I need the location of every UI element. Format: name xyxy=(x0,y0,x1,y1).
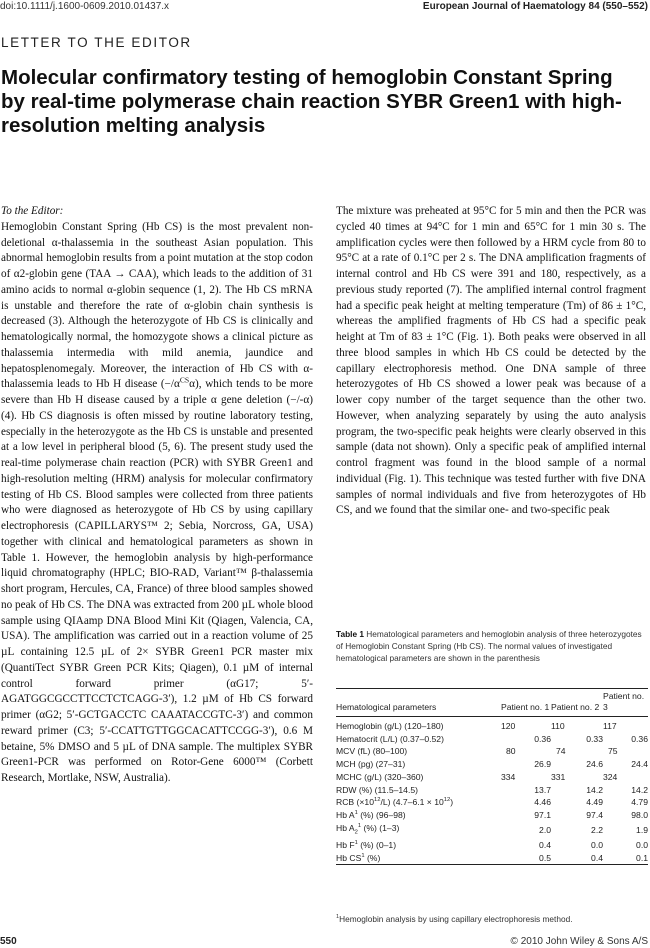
article-title: Molecular confirmatory testing of hemoglobin Constant Spring by real-time polymerase chain reaction SYBR Green1 with high-resolution melting analysis xyxy=(1,66,622,137)
value-cell: 117 xyxy=(603,721,617,731)
value-cell: 80 xyxy=(506,746,516,757)
value-cell: 97.1 xyxy=(534,809,551,820)
param-cell: MCH (pg) (27–31) xyxy=(336,759,406,770)
salutation: To the Editor: xyxy=(1,205,64,217)
value-cell: 0.36 xyxy=(631,733,648,744)
value-cell: 0.5 xyxy=(539,852,551,863)
rcb-unit-prefix: RCB $(\times 10^{12}/L) (4.7-6.1 \times 10^{12})$ xyxy=(336,797,454,808)
header-patient-3: Patient no. 3 xyxy=(603,691,645,712)
value-cell: 74 xyxy=(556,746,566,757)
value-cell: 0.1 xyxy=(636,852,648,863)
param-cell: RDW (%) (11.5–14.5) xyxy=(336,784,418,795)
body-column-right xyxy=(336,204,646,519)
param-cell xyxy=(336,796,501,809)
param-cell: MCHC (g/L) (320–360) xyxy=(336,771,424,782)
table-row xyxy=(336,809,648,822)
hematology-table xyxy=(336,688,648,865)
value-cell: 4.79 xyxy=(631,797,648,808)
body-column-left xyxy=(1,204,313,787)
table-header-row xyxy=(336,689,648,717)
table-row xyxy=(336,852,648,865)
param-cell: Hb $CS^1$ (%) xyxy=(336,852,381,863)
table-caption-text: Hematological parameters and hemoglobin analysis of three heterozygotes of Hemoglobin Constant Spring (Hb CS). The normal values of investigated hematological parameters are shown in the parenthesis xyxy=(336,629,642,664)
table-row xyxy=(336,758,648,771)
value-cell: 324 xyxy=(603,771,618,782)
value-cell: 0.4 xyxy=(539,840,551,851)
param-cell: Hb $A^1$ (%) (96–98) xyxy=(336,809,406,820)
param-cell: Hemoglobin (g/L) (120–180) xyxy=(336,721,444,731)
table-caption-label: Table 1 xyxy=(336,629,364,639)
table-row xyxy=(336,771,648,784)
page-number: 550 xyxy=(0,936,17,947)
value-cell: 110 xyxy=(551,721,565,731)
table-row xyxy=(336,784,648,797)
value-cell: 331 xyxy=(551,771,566,782)
value-cell: 0.0 xyxy=(636,840,648,851)
body-paragraph-left: Hemoglobin Constant Spring (Hb CS) is the most prevalent non-deletional α-thalassemia in the southeast Asian population. This abnormal hemoglobin results from a point mutation at the stop codon of α2-globin gene (TAA → CAA), which leads to the addition of 31 amino acids to normal α-globin sequence (1, 2). The Hb CS mRNA is unstable and therefore the rate of α-globin chain synthesis is decreased (3). Although the heterozygote of Hb CS is clinically and hematologically normal, the homozygote shows a clinical picture as thalassemia intermedia with mild anemia, jaundice and hepatosplenomegaly. Moreover, the interaction of Hb CS with α-thalassemia leads to Hb H disease $(-/\alpha^{CS}\alpha)$, which tends to be more severe than Hb H disease caused by a triple α gene deletion (−/-α) (4). Hb CS diagnosis is often missed by routine laboratory testing, especially in the heterozygote as the Hb CS is unstable and presented at a low level in peripheral blood (5, 6). The present study used the real-time polymerase chain reaction (PCR) with SYBR Green1 and high-resolution melting (HRM) analysis for molecular confirmatory testing of Hb CS. Blood samples were collected from three patients who were diagnosed as heterozygote of Hb CS by using capillary electrophoresis (CAPILLARYS™ 2; Sebia, Norcross, GA, USA) together with clinical and hematological parameters as shown in Table 1. However, the hemoglobin analysis by high-performance liquid chromatography (HPLC; BIO-RAD, Variant™ β-thalassemia short program, Hercules, CA, France) of three blood samples showed no peak of Hb CS. The DNA was extracted from 200 µL whole blood sample using QIAamp DNA Blood Mini Kit (Qiagen, Valencia, CA, USA). The amplification was carried out in a reaction volume of 25 µL containing 12.5 µL of 2× SYBR Green1 PCR master mix (QuantiTect SYBR Green PCR Kits; Qiagen), 0.1 µM of internal control forward primer (αG17; 5′-AGATGGCGCCTTCCTCTCAGG-3′), 1.2 µM of Hb CS forward primer (αG2; 5′-GCTGACCTC CAAATACCGTC-3′) and common reward primer (C3; 5′-CCATTGTTGGCACATTCCGG-3′), 0.6 M betaine, 5% DMSO and 5 µL of DNA sample. The multiplex SYBR Green1-PCR was performed on Rotor-Gene 6000™ (Corbett Research, Mortlake, NSW, Australia). xyxy=(1,220,313,784)
table-footnote: $^1$Hemoglobin analysis by using capillary electrophoresis method. xyxy=(336,914,573,924)
table-row xyxy=(336,822,648,839)
doi-line[interactable]: doi:10.1111/j.1600-0609.2010.01437.x xyxy=(0,1,170,12)
table-footnote-text: Hemoglobin analysis by using capillary electrophoresis method. xyxy=(339,914,573,924)
value-cell: 75 xyxy=(608,746,618,757)
param-cell: Hematocrit (L/L) (0.37–0.52) xyxy=(336,733,444,744)
value-cell: 98.0 xyxy=(631,809,648,820)
value-cell: 0.36 xyxy=(534,733,551,744)
value-cell: 0.4 xyxy=(591,852,603,863)
value-cell: 24.4 xyxy=(631,759,648,770)
value-cell: 97.4 xyxy=(586,809,603,820)
value-cell: 13.7 xyxy=(534,784,551,795)
section-label: LETTER TO THE EDITOR xyxy=(1,35,192,50)
value-cell: 0.0 xyxy=(591,840,603,851)
table-row xyxy=(336,717,648,733)
value-cell: 14.2 xyxy=(631,784,648,795)
value-cell: 334 xyxy=(501,771,516,782)
value-cell: 4.49 xyxy=(586,797,603,808)
value-cell: 1.9 xyxy=(636,824,648,835)
value-cell: 26.9 xyxy=(534,759,551,770)
value-cell: 4.46 xyxy=(534,797,551,808)
value-cell: 24.6 xyxy=(586,759,603,770)
table-row xyxy=(336,839,648,852)
value-cell: 120 xyxy=(501,721,516,731)
copyright: © 2010 John Wiley & Sons A/S xyxy=(510,936,648,947)
journal-citation: European Journal of Haematology 84 (550–552) xyxy=(422,1,648,12)
value-cell: 2.0 xyxy=(539,824,551,835)
header-patient-2: Patient no. 2 xyxy=(551,702,600,712)
value-cell: 14.2 xyxy=(586,784,603,795)
header-parameters: Hematological parameters xyxy=(336,702,437,712)
table-row xyxy=(336,745,648,758)
table-row xyxy=(336,796,648,809)
table-caption xyxy=(336,628,648,665)
value-cell: 0.33 xyxy=(586,733,603,744)
value-cell: 2.2 xyxy=(591,824,603,835)
param-cell: Hb $A_2^1$ (%) (1–3) xyxy=(336,822,400,836)
body-paragraph-right: The mixture was preheated at 95°C for 5 min and then the PCR was cycled 40 times at 94°C for 1 min and 65°C for 1 min 30 s. The amplification cycles were then followed by a HRM cycle from 80 to 95°C at a rate of 0.1°C per 2 s. The DNA amplification fragments of internal control and Hb CS were 391 and 180, respectively, as a previous study reported (7). The amplified internal control fragment had a specific peak height at melting temperature (Tm) of 86 ± 1°C, whereas the amplified fragments of Hb CS had a specific peak height at Tm of 83 ± 1°C (Fig. 1). Both peaks were observed in all three blood samples in which Hb CS could be detected by the capillary electrophoresis method. One DNA sample of three heterozygotes of Hb CS showed a lower peak was because of a lower copy number of the target sequence than the other two. However, when analyzing separately by using the auto analysis program, the two-specific peak heights were clearly observed in this sample (data not shown). Only a specific peak of amplified internal control fragment was found in the blood sample of a normal individual (Fig. 1). This technique was tested further with five DNA samples of normal individuals and five from heterozygotes of Hb CS, and we found that the similar one- and two-specific peak xyxy=(336,205,646,517)
header-patient-1: Patient no. 1 xyxy=(501,702,550,712)
param-cell: MCV (fL) (80–100) xyxy=(336,746,408,757)
table-row xyxy=(336,733,648,746)
param-cell: Hb $F^1$ (%) (0–1) xyxy=(336,840,397,851)
